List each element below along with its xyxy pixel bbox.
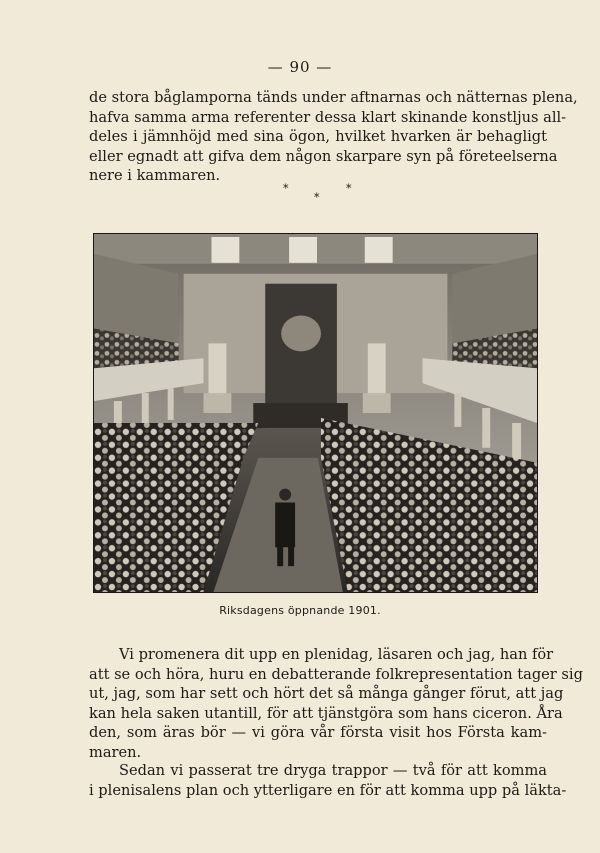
text-line: hafva samma arma referenter dessa klart skinande konstljus all- [89, 108, 567, 126]
text-line: eller egnadt att gifva dem någon skarpare syn på företeelserna [89, 147, 558, 165]
text-line: nere i kammaren. [89, 167, 221, 185]
text-line: ut, jag, som har sett och hört det så många gånger förut, att jag [89, 685, 564, 703]
text-line: att se och höra, huru en debatterande folkrepresentation tager sig [89, 665, 583, 683]
section-break [0, 180, 600, 210]
photograph-parliament-opening [93, 233, 538, 593]
asterisk: * [346, 182, 352, 195]
text-line: Vi promenera dit upp en plenidag, läsaren och jag, han för [119, 646, 554, 663]
text-line: maren. [89, 743, 142, 761]
photo-illustration [94, 234, 537, 592]
text-line: den, som äras bör — vi göra vår första visit hos Första kam- [89, 724, 547, 742]
paragraph-continued [89, 88, 578, 186]
photo-caption: Riksdagens öppnande 1901. [219, 604, 381, 617]
text-line: deles i jämnhöjd med sina ögon, hvilket hvarken är behagligt [89, 128, 547, 146]
paragraph [89, 761, 567, 800]
text-line: de stora båglamporna tänds under aftnarnas och nätternas plena, [89, 89, 578, 106]
page-number: — 90 — [267, 58, 333, 76]
text-line: i plenisalens plan och ytterligare en för att komma upp på läkta- [89, 781, 567, 799]
asterisk: * [314, 191, 320, 204]
text-line: Sedan vi passerat tre dryga trappor — två för att komma [119, 762, 547, 779]
asterisk: * [283, 182, 289, 195]
paragraph [89, 645, 583, 763]
text-line: kan hela saken utantill, för att tjänstgöra som hans ciceron. Åra [89, 704, 563, 722]
